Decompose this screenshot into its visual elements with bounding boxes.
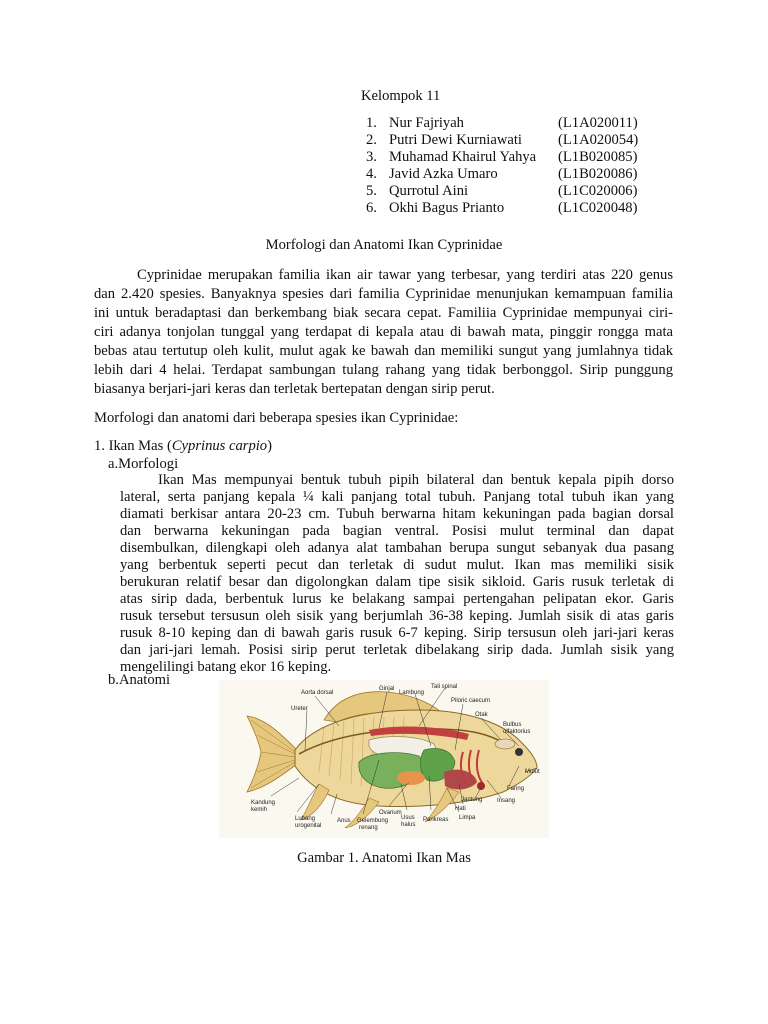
label-gelembung: Gelembung: [357, 818, 389, 824]
label-ureter: Ureter: [291, 706, 308, 712]
label-urogenital: urogenital: [295, 823, 322, 829]
subheading-anatomi: b.Anatomi: [108, 672, 171, 688]
member-number: 3.: [366, 149, 377, 165]
label-lambung: Lambung: [399, 690, 425, 696]
member-nim: (L1B020085): [558, 149, 638, 165]
label-piloric-caecum: Piloric caecum: [451, 698, 491, 704]
label-ginjal: Ginjal: [379, 686, 395, 692]
paragraph-line: yang berbentuk seperti pecut dan terletak di sudut mulut. Ikan mas memiliki sisik: [120, 557, 674, 573]
member-number: 6.: [366, 200, 377, 216]
member-number: 5.: [366, 183, 377, 199]
paragraph-line: bebas atau tertutup oleh kulit, mulut agak ke bawah dan memiliki sungut yang jumlahnya tidak: [94, 343, 673, 359]
label-usus: Usus: [401, 815, 415, 821]
paragraph-line: Ikan Mas mempunyai bentuk tubuh pipih bilateral dan bentuk kepala pipih dorso: [158, 472, 674, 488]
label-anus: Anus: [337, 818, 351, 824]
paragraph-line: diamati berkisar antara 20-23 cm. Tubuh berwarna hitam kekuningan pada bagian dorsal: [120, 506, 674, 522]
species-suffix: ): [267, 438, 272, 454]
paragraph-line: mengelilingi batang ekor 16 keping.: [120, 659, 332, 675]
fish-anatomy-figure: [219, 680, 549, 838]
member-name: Putri Dewi Kurniawati: [389, 132, 522, 148]
member-nim: (L1C020006): [558, 183, 638, 199]
group-title: Kelompok 11: [361, 88, 441, 104]
paragraph-line: dan berwarna kekuningan pada bagian ventral. Posisi mulut terminal dan dapat: [120, 523, 674, 539]
paragraph-line: dan 2.420 spesies. Banyaknya spesies dari familia Cyprinidae menunjukan kemampuan familia: [94, 286, 673, 302]
label-otak: Otak: [475, 712, 488, 718]
paragraph-line: lateral, serta panjang kepala ¼ kali panjang total tubuh. Panjang total tubuh ikan yang: [120, 489, 674, 505]
paragraph-line: atas sirip dada, berbentuk lurus ke belakang sampai pertengahan pelipatan ekor. Garis: [120, 591, 674, 607]
figure-caption: Gambar 1. Anatomi Ikan Mas: [297, 850, 471, 866]
species-latin: Cyprinus carpio: [171, 438, 268, 454]
paragraph-line: rusuk tersebut tersusun oleh sisik yang berjumlah 36-38 keping. Jumlah sisik di atas garis: [120, 608, 674, 624]
label-halus: halus: [401, 822, 416, 828]
member-number: 4.: [366, 166, 377, 182]
label-olfaktorius: olfaktorius: [503, 729, 531, 735]
ovary: [397, 771, 425, 785]
paragraph-line: lebih dari 4 helai. Terdapat sambungan tulang rahang yang tidak berbonggol. Sirip punggung: [94, 362, 673, 378]
eye: [515, 748, 523, 756]
label-renang: renang: [359, 825, 378, 831]
member-name: Javid Azka Umaro: [389, 166, 498, 182]
label-bulbus: Bulbus: [503, 722, 522, 728]
label-hati: Hati: [455, 806, 466, 812]
label-faring: Faring: [507, 786, 525, 792]
member-name: Okhi Bagus Prianto: [389, 200, 505, 216]
paragraph-line: dan jari-jari lemah. Posisi sirip perut terletak dibelakang sirip dada. Jumlah sisik yang: [120, 642, 674, 658]
species-prefix: 1. Ikan Mas (: [94, 438, 172, 454]
label-jantung: Jantung: [461, 797, 483, 803]
member-number: 1.: [366, 115, 377, 131]
document-title: Morfologi dan Anatomi Ikan Cyprinidae: [265, 237, 503, 253]
label-pankreas: Pankreas: [423, 817, 449, 823]
member-nim: (L1A020011): [558, 115, 638, 131]
label-tali-spinal: Tali spinal: [431, 684, 458, 690]
label-mulut: Mulut: [525, 769, 540, 775]
member-number: 2.: [366, 132, 377, 148]
subheading-morfologi: a.Morfologi: [108, 456, 179, 472]
label-kandung: Kandung: [251, 800, 276, 806]
member-name: Qurrotul Aini: [389, 183, 469, 199]
section-intro: Morfologi dan anatomi dari beberapa spesies ikan Cyprinidae:: [94, 410, 459, 426]
paragraph-line: ini untuk beradaptasi dan berkembang biak secara cepat. Familiia Cyprinidae mempunyai ciri-: [94, 305, 673, 321]
paragraph-line: rusuk 8-10 keping dan di bawah garis rusuk 6-7 keping. Sirip tersusun oleh jari-jari keras: [120, 625, 674, 641]
paragraph-line: Cyprinidae merupakan familia ikan air tawar yang terbesar, yang terdiri atas 220 genus: [137, 267, 673, 283]
paragraph-line: disembulkan, dilengkapi oleh adanya alat tambahan berupa sungut sebanyak dua pasang: [120, 540, 674, 556]
paragraph-line: biasanya berjari-jari keras dan terletak bertepatan dengan sirip perut.: [94, 381, 495, 397]
label-lubang: Lubang: [295, 816, 316, 822]
heart: [477, 782, 485, 790]
paragraph-line: ciri adanya tonjolan tunggal yang terdapat di kepala atau di bawah mata, pinggir rongga mata: [94, 324, 673, 340]
label-ovarium: Ovarium: [379, 810, 402, 816]
paragraph-line: berukuran relatif besar dan digolongkan dalam tipe sisik sikloid. Garis rusuk terletak di: [120, 574, 674, 590]
label-aorta-dorsal: Aorta dorsal: [301, 690, 334, 696]
member-name: Muhamad Khairul Yahya: [389, 149, 537, 165]
species-heading: [94, 438, 272, 455]
label-limpa: Limpa: [459, 815, 476, 821]
member-nim: (L1A020054): [558, 132, 639, 148]
label-insang: Insang: [497, 798, 516, 804]
member-nim: (L1C020048): [558, 200, 638, 216]
member-name: Nur Fajriyah: [389, 115, 464, 131]
label-kemih: kemih: [251, 807, 268, 813]
member-nim: (L1B020086): [558, 166, 638, 182]
